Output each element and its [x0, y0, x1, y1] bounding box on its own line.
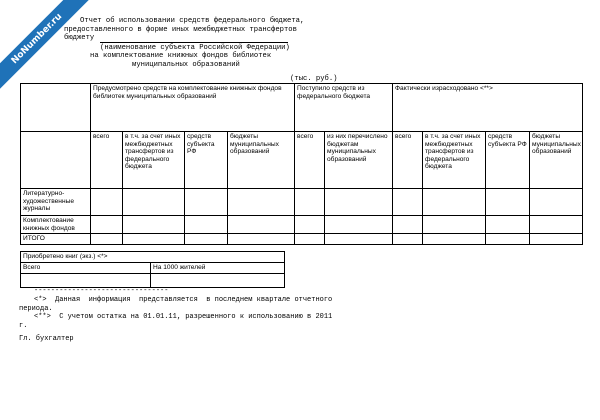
signature-label: Гл. бухгалтер: [19, 335, 74, 343]
group-received-header: Поступило средств из федерального бюджета: [295, 84, 393, 132]
col-received-total: всего: [295, 132, 325, 189]
row-header-cell: [21, 84, 91, 132]
report-title-line-3: бюджету: [64, 34, 95, 43]
col-spent-municipal: бюджеты муниципальных образований: [530, 132, 583, 189]
col-planned-transfers: в т.ч. за счет иных межбюджетных трансфертов из федерального бюджета: [123, 132, 185, 189]
group-spent-header: Фактически израсходовано <**>: [393, 84, 583, 132]
report-title-line-1: Отчет об использовании средств федерального бюджета,: [80, 17, 305, 25]
col-received-transferred: из них перечислено бюджетам муниципальных образований: [325, 132, 393, 189]
footnote-2-line-2: г.: [19, 321, 28, 330]
report-subtitle-line-1: на комплектование книжных фондов библиотек: [90, 52, 272, 61]
subject-name-hint: (наименование субъекта Российской Федерации): [100, 43, 290, 52]
col-planned-subject: средств субъекта РФ: [185, 132, 228, 189]
row-header-cell: [21, 132, 91, 189]
books-per1000-label: На 1000 жителей: [151, 263, 285, 274]
books-total-value: [21, 274, 151, 288]
col-spent-transfers: в т.ч. за счет иных межбюджетных трансфертов из федерального бюджета: [423, 132, 486, 189]
books-table: [20, 251, 285, 288]
group-planned-header: Предусмотрено средств на комплектование книжных фондов библиотек муниципальных образований: [91, 84, 295, 132]
col-planned-total: всего: [91, 132, 123, 189]
footnote-1-line-1: <*> Данная информация представляется в последнем квартале отчетного: [34, 296, 333, 304]
books-per1000-value: [151, 274, 285, 288]
report-title-line-2: предоставленного в форме иных межбюджетных трансфертов: [64, 25, 297, 34]
row-label-journals: Литературно-художественные журналы: [21, 189, 91, 216]
col-spent-total: всего: [393, 132, 423, 189]
footnote-1-line-2: периода.: [19, 304, 53, 313]
funds-table: [20, 83, 583, 245]
books-title: Приобретено книг (экз.) <*>: [21, 252, 285, 263]
books-total-label: Всего: [21, 263, 151, 274]
units-label: (тыс. руб.): [290, 75, 338, 83]
footnote-separator: --------------------------------: [34, 287, 169, 295]
report-subtitle-line-2: муниципальных образований: [132, 61, 240, 69]
footnote-2-line-1: <**> С учетом остатка на 01.01.11, разрешенного к использованию в 2011: [34, 313, 333, 322]
col-spent-subject: средств субъекта РФ: [486, 132, 530, 189]
col-planned-municipal: бюджеты муниципальных образований: [228, 132, 295, 189]
watermark-ribbon: NoNumber.ru: [0, 0, 96, 98]
row-label-total: ИТОГО: [21, 234, 91, 245]
row-label-book-funds: Комплектование книжных фондов: [21, 216, 91, 234]
